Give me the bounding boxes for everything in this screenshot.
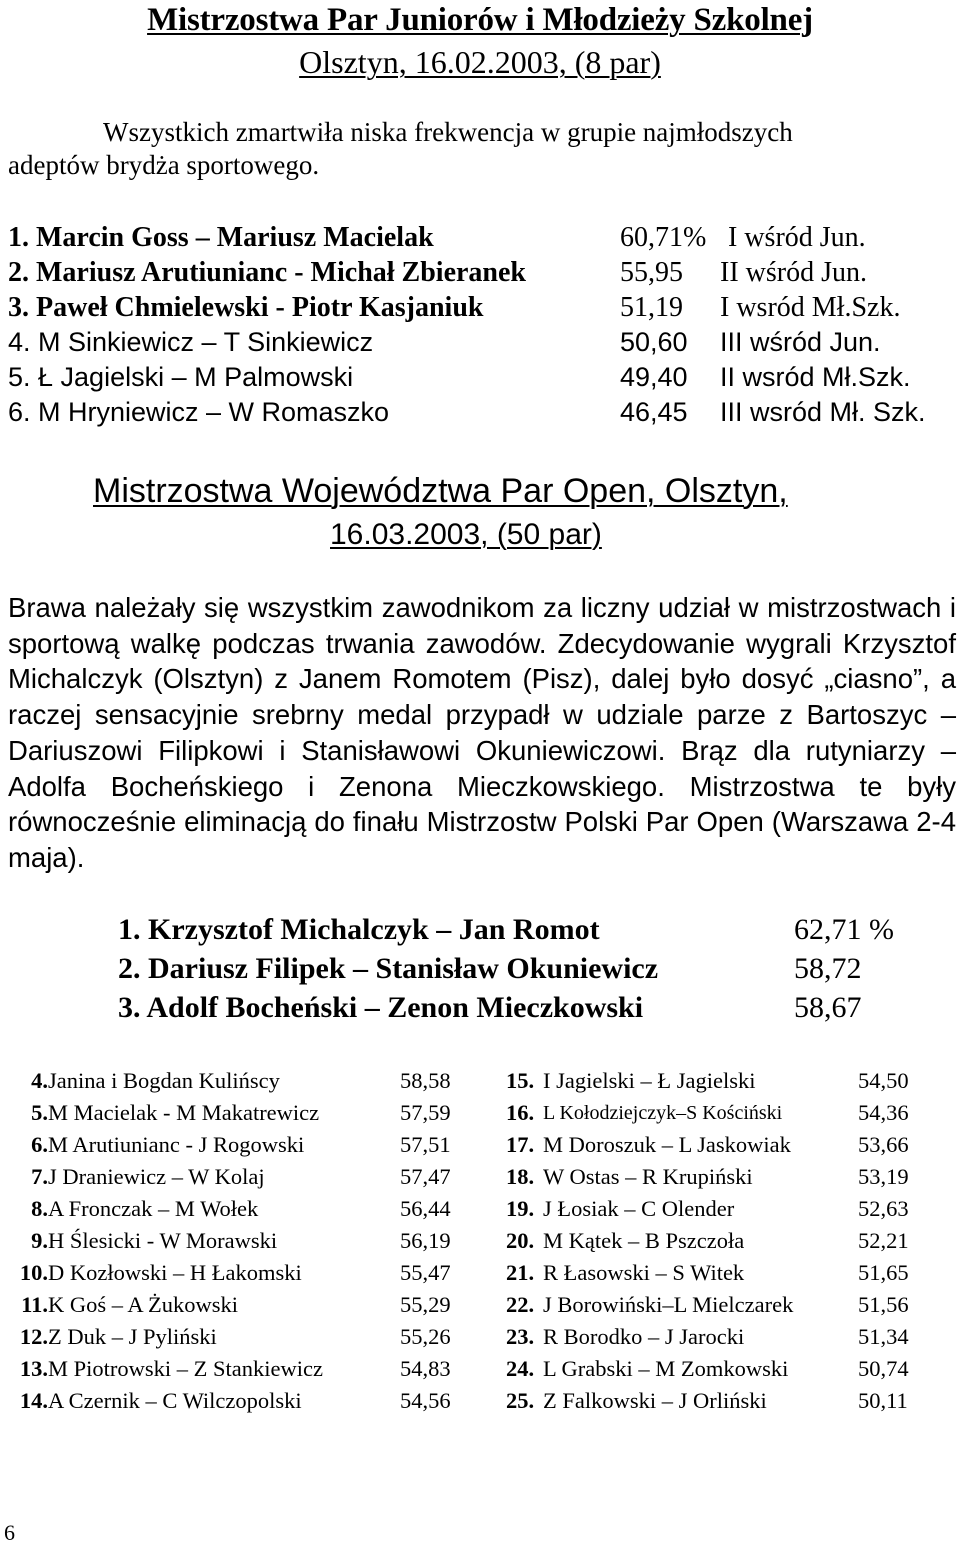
pair-score: 62,71 %: [794, 913, 894, 946]
pair-name: M Piotrowski – Z Stankiewicz: [48, 1356, 323, 1381]
pair-name: A Fronczak – M Wołek: [48, 1196, 259, 1221]
pair-name: Z Falkowski – J Orliński: [543, 1388, 767, 1413]
pair-score: 54,36: [858, 1100, 909, 1125]
rank-number: 4.: [31, 1068, 48, 1093]
pair-rank: II wśród Jun.: [720, 257, 867, 288]
rank-number: 19.: [506, 1196, 535, 1221]
pair-score: 52,21: [858, 1228, 909, 1253]
pair-name: Z Duk – J Pyliński: [48, 1324, 217, 1349]
rank-number: 18.: [506, 1164, 535, 1189]
pair-name: M Arutiunianc - J Rogowski: [48, 1132, 305, 1157]
pair-name: 1. Krzysztof Michalczyk – Jan Romot: [118, 913, 600, 946]
pair-name: L Kołodziejczyk–S Kościński: [543, 1102, 783, 1124]
pair-score: 51,56: [858, 1292, 909, 1317]
pair-score: 46,45: [620, 397, 688, 427]
pair-rank: III wsród Mł. Szk.: [720, 397, 926, 427]
rank-number: 13.: [19, 1356, 48, 1381]
pair-score: 52,63: [858, 1196, 909, 1221]
rank-number: 16.: [506, 1100, 535, 1125]
section2-title: [93, 472, 788, 511]
rank-number: 25.: [506, 1388, 535, 1413]
section2-title-city: , Olsztyn,: [646, 472, 788, 510]
pair-score: 54,83: [400, 1356, 451, 1381]
rank-number: 15.: [506, 1068, 535, 1093]
pair-score: 51,19: [620, 292, 683, 323]
rank-number: 5.: [31, 1100, 48, 1125]
pair-score: 54,50: [858, 1068, 909, 1093]
pair-rank: I wsród Mł.Szk.: [720, 292, 901, 323]
top-result-row: [118, 913, 894, 947]
pair-name: 3. Paweł Chmielewski - Piotr Kasjaniuk: [8, 292, 484, 323]
rank-number: 9.: [31, 1228, 48, 1253]
pair-score: 57,47: [400, 1164, 451, 1189]
section2-subtitle: 16.03.2003, (50 par): [330, 518, 602, 551]
pair-score: 56,19: [400, 1228, 451, 1253]
pair-score: 54,56: [400, 1388, 451, 1413]
rank-number: 7.: [31, 1164, 48, 1189]
pair-rank: III wśród Jun.: [720, 327, 881, 357]
pair-score: 55,29: [400, 1292, 451, 1317]
pair-name: 6. M Hryniewicz – W Romaszko: [8, 397, 390, 427]
pair-name: H Ślesicki - W Morawski: [48, 1228, 278, 1253]
pair-score: 58,58: [400, 1068, 451, 1093]
top-result-row: [118, 952, 862, 986]
pair-score: 55,95: [620, 257, 683, 288]
pair-name: M Doroszuk – L Jaskowiak: [543, 1132, 791, 1157]
rank-number: 14.: [19, 1388, 48, 1413]
rank-number: 17.: [506, 1132, 535, 1157]
rank-number: 11.: [21, 1292, 48, 1317]
pair-name: 3. Adolf Bocheński – Zenon Mieczkowski: [118, 991, 644, 1024]
pair-name: D Kozłowski – H Łakomski: [48, 1260, 302, 1285]
pair-name: J Borowiński–L Mielczarek: [543, 1292, 794, 1317]
rank-number: 10.: [19, 1260, 48, 1285]
pair-name: 5. Ł Jagielski – M Palmowski: [8, 362, 354, 392]
rank-number: 21.: [506, 1260, 535, 1285]
pair-score: 58,67: [794, 991, 862, 1024]
pair-name: R Borodko – J Jarocki: [543, 1324, 745, 1349]
pair-score: 51,34: [858, 1324, 909, 1349]
pair-name: J Łosiak – C Olender: [543, 1196, 735, 1221]
rank-number: 23.: [506, 1324, 535, 1349]
pair-score: 50,74: [858, 1356, 909, 1381]
rank-number: 8.: [31, 1196, 48, 1221]
pair-score: 53,19: [858, 1164, 909, 1189]
section1-title: Mistrzostwa Par Juniorów i Młodzieży Szkolnej: [147, 2, 813, 38]
rank-number: 12.: [19, 1324, 48, 1349]
pair-score: 51,65: [858, 1260, 909, 1285]
pair-score: 55,26: [400, 1324, 451, 1349]
rank-number: 24.: [506, 1356, 535, 1381]
pair-name: 1. Marcin Goss – Mariusz Macielak: [8, 222, 434, 253]
pair-name: Janina i Bogdan Kulińscy: [48, 1068, 280, 1093]
rank-number: 6.: [31, 1132, 48, 1157]
section1-intro-line2: adeptów brydża sportowego.: [8, 150, 320, 180]
rank-number: 20.: [506, 1228, 535, 1253]
pair-score: 58,72: [794, 952, 862, 985]
pair-name: 2. Mariusz Arutiunianc - Michał Zbieranek: [8, 257, 526, 288]
pair-rank: II wsród Mł.Szk.: [720, 362, 911, 392]
page-number: 6: [4, 1520, 15, 1545]
section1-subtitle: Olsztyn, 16.02.2003, (8 par): [299, 44, 661, 80]
pair-score: 57,59: [400, 1100, 451, 1125]
pair-score: 55,47: [400, 1260, 451, 1285]
pair-name: L Grabski – M Zomkowski: [543, 1356, 789, 1381]
pair-name: 4. M Sinkiewicz – T Sinkiewicz: [8, 327, 374, 357]
pair-name: A Czernik – C Wilczopolski: [48, 1388, 302, 1413]
section2-title-main: Mistrzostwa Województwa Par Open: [93, 472, 647, 510]
pair-name: I Jagielski – Ł Jagielski: [543, 1068, 756, 1093]
pair-name: K Goś – A Żukowski: [48, 1292, 239, 1317]
pair-rank: I wśród Jun.: [728, 222, 866, 253]
pair-score: 60,71%: [620, 222, 707, 253]
top-result-row: [118, 991, 862, 1025]
pair-name: W Ostas – R Krupiński: [543, 1164, 753, 1189]
pair-score: 49,40: [620, 362, 688, 392]
pair-name: M Macielak - M Makatrewicz: [48, 1100, 320, 1125]
pair-name: J Draniewicz – W Kolaj: [48, 1164, 265, 1189]
pair-name: R Łasowski – S Witek: [543, 1260, 745, 1285]
section1-intro-line1: Wszystkich zmartwiła niska frekwencja w grupie najmłodszych: [103, 117, 793, 147]
section2-paragraph: Brawa należały się wszystkim zawodnikom za liczny udział w mistrzostwach i sportową walkę podczas trwania zawodów. Zdecydowanie wygrali Krzysztof Michalczyk (Olsztyn) z Janem Romotem (Pisz), dalej było dosyć „ciasno”, a raczej sensacyjnie srebrny medal przypadł w udziale parze z Bartoszyc – Dariuszowi Filipkowi i Stanisławowi Okuniewiczowi. Brąz dla rutyniarzy – Adolfa Bocheńskiego i Zenona Mieczkowskiego. Mistrzostwa te były równocześnie eliminacją do finału Mistrzostw Polski Par Open (Warszawa 2-4 maja).: [8, 592, 956, 873]
rank-number: 22.: [506, 1292, 535, 1317]
pair-score: 57,51: [400, 1132, 451, 1157]
pair-score: 50,60: [620, 327, 688, 357]
pair-name: M Kątek – B Pszczoła: [543, 1228, 745, 1253]
pair-name: 2. Dariusz Filipek – Stanisław Okuniewicz: [118, 952, 659, 985]
pair-score: 50,11: [858, 1388, 908, 1413]
pair-score: 53,66: [858, 1132, 909, 1157]
pair-score: 56,44: [400, 1196, 451, 1221]
